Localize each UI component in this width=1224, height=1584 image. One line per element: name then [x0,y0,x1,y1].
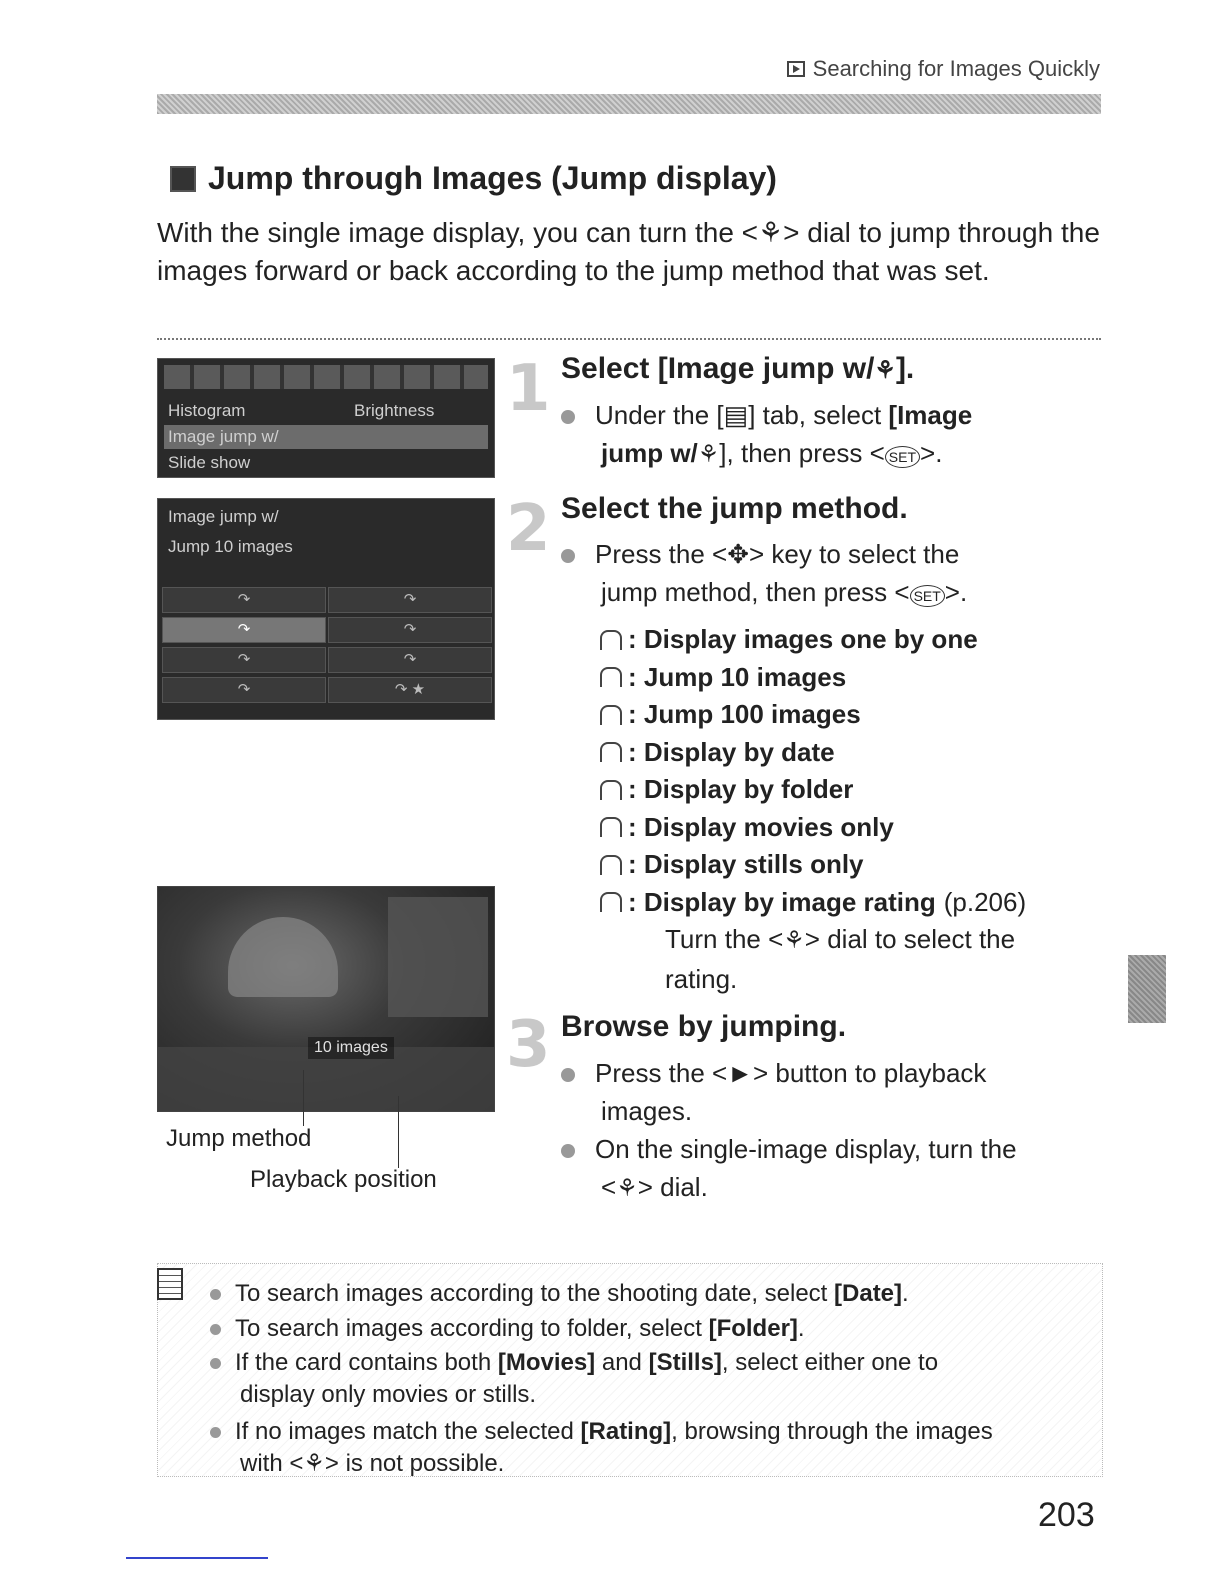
note-1 [210,1278,909,1310]
photo-overlay: 10 images [308,1037,394,1059]
main-dial-icon: ⚘ [783,927,805,954]
menu-row-slide-show [164,451,488,475]
step-1-text-f: >. [920,438,943,468]
note-4-line-2 [240,1448,504,1480]
jump-option-still: ↷ [328,647,492,673]
step-3-text-a: Press the <►> button to playback [595,1058,987,1088]
option-label: : Jump 100 images [628,699,861,729]
section-title [170,160,777,197]
step-1-text-a: Under the [ [595,400,724,430]
option-label: : Display images one by one [628,624,978,654]
caption-playback-position: Playback position [250,1166,437,1193]
photo-arch [228,917,338,997]
bullet-icon [561,549,575,563]
playback-icon [787,61,805,77]
option-by-date [600,734,1026,772]
set-button-icon: SET [885,446,920,468]
step-1-text-e: ], then press < [719,438,885,468]
note-1-bold: [Date] [834,1280,903,1307]
menu-screenshot [157,358,495,478]
main-dial-icon: ⚘ [874,357,896,384]
jump-option-folder: ↷ [328,587,492,613]
jump-method-pointer [303,1070,304,1126]
jump-still-icon [600,855,622,875]
step-3-text-e: > dial. [637,1172,708,1202]
step-3-text-c: On the single-image display, turn the [595,1134,1017,1164]
memo-icon [157,1268,183,1300]
jump-rating-icon [600,892,622,912]
option-label: : Display by date [628,736,835,767]
jump-screen-subtitle [164,535,488,559]
step-1-number: 1 [506,352,551,426]
rating-note-c: rating. [665,964,738,994]
step-2-text-b: jump method, then press < [601,577,910,607]
note-2-text: To search images according to folder, select [235,1315,709,1342]
page-reference: (p.206) [943,886,1027,917]
divider [157,338,1101,340]
step-2-number: 2 [506,492,551,566]
bullet-icon [210,1427,221,1438]
note-2-bold: [Folder] [708,1315,798,1342]
note-3-bold-a: [Movies] [497,1349,596,1376]
jump-folder-icon [600,780,622,800]
note-1-end: . [902,1280,909,1307]
set-button-icon: SET [910,585,945,607]
step-1-body: Under the [▤] tab, select [Image jump w/⚘], then press < SET >. [561,396,1081,476]
jump-screen-title-text: Image jump w/ [168,507,279,526]
menu-item-image-jump: Image jump w/ [168,427,279,446]
rating-note [665,920,1015,998]
page-number: 203 [1038,1496,1095,1534]
jump-100-icon [600,705,622,725]
menu-tab-row [164,365,488,389]
note-3-bold-b: [Stills] [648,1349,722,1376]
jump-option-10: ↷ [162,617,326,643]
note-4-line-2-b: > is not possible. [324,1450,505,1477]
chapter-side-tab [1128,955,1166,1023]
step-1-text-c: [Image [888,400,973,430]
main-dial-icon: ⚘ [616,1175,638,1202]
option-by-rating [600,884,1026,922]
step-3-title: Browse by jumping. [561,1010,847,1043]
note-4-bold: [Rating] [580,1418,672,1445]
option-label: : Display movies only [628,811,894,842]
step-2-body [561,535,1081,615]
running-header-text: Searching for Images Quickly [812,56,1100,81]
playback-photo [157,886,495,1112]
step-3-body [561,1054,1101,1208]
step-1-title-text: Select [Image jump w/ [561,352,875,385]
jump-options-list [600,621,1026,921]
main-dial-icon: ⚘ [697,441,720,468]
rating-note-a: Turn the < [665,924,784,954]
step-1-text-d: jump w/ [601,438,698,468]
step-3-number: 3 [506,1008,551,1082]
step-1-title [561,352,914,386]
jump-method-screenshot [157,498,495,720]
step-2-title: Select the jump method. [561,492,908,525]
note-2 [210,1313,805,1345]
option-stills-only [600,846,1026,884]
jump-option-rating: ↷ ★ [328,677,492,703]
note-3-mid: and [595,1349,649,1376]
note-3-line-2: display only movies or stills. [240,1381,537,1408]
section-title-text: Jump through Images (Jump display) [208,160,777,196]
bullet-icon [210,1358,221,1369]
note-2-end: . [797,1315,805,1342]
option-label: : Jump 10 images [628,661,847,692]
header-bar [157,94,1101,114]
step-1-title-end: ]. [895,352,915,385]
option-one-by-one [600,621,1026,659]
jump-10-icon [600,667,622,687]
bullet-icon [210,1289,221,1300]
bullet-icon [561,1068,575,1082]
note-1-text: To search images according to the shooting date, select [235,1280,835,1307]
menu-item-slide-show: Slide show [168,453,251,472]
option-label: : Display by image rating [628,886,936,917]
option-jump-100 [600,696,1026,734]
jump-option-date: ↷ [162,677,326,703]
footer-rule [126,1557,268,1559]
option-jump-10 [600,659,1026,697]
note-4 [210,1416,993,1448]
step-2-text-a: Press the <✥> key to select the [595,539,960,569]
main-dial-icon: ⚘ [303,1450,325,1477]
jump-display-icon [170,166,196,192]
jump-option-one: ↷ [162,587,326,613]
option-label: : Display by folder [628,774,854,804]
note-3 [210,1347,938,1379]
step-1-text-b: ] tab, select [748,400,889,430]
note-4-text: If no images match the selected [235,1418,581,1445]
menu-row-image-jump [164,425,488,449]
step-3-text-d: < [601,1172,617,1202]
menu-item-histogram: Histogram [168,401,246,420]
caption-jump-method: Jump method [166,1125,312,1152]
jump-date-icon [600,742,622,762]
jump-movie-icon [600,817,622,837]
note-3-text: If the card contains both [235,1349,498,1376]
jump-screen-title [164,505,488,529]
photo-building [388,897,488,1017]
option-label: : Display stills only [628,849,864,879]
step-2-text-c: >. [944,577,968,607]
note-3-end: , select either one to [721,1349,939,1376]
rating-note-b: > dial to select the [804,924,1016,954]
menu-item-brightness: Brightness [354,401,435,420]
playback-position-pointer [398,1096,399,1168]
jump-screen-subtitle-text: Jump 10 images [168,537,293,556]
menu-row-histogram [164,399,488,423]
jump-option-movie: ↷ [328,617,492,643]
jump-one-icon [600,630,622,650]
note-4-line-2-a: with < [240,1450,304,1477]
option-movies-only [600,809,1026,847]
intro-paragraph: With the single image display, you can turn the <⚘> dial to jump through the images forward or back according to the jump method that was set. [157,217,1100,286]
bullet-icon [210,1324,221,1335]
note-4-end: , browsing through the images [671,1418,993,1445]
running-header [787,56,1100,82]
bullet-icon [561,1144,575,1158]
option-by-folder [600,771,1026,809]
step-3-text-b: images. [601,1096,693,1126]
jump-option-100: ↷ [162,647,326,673]
bullet-icon [561,410,575,424]
